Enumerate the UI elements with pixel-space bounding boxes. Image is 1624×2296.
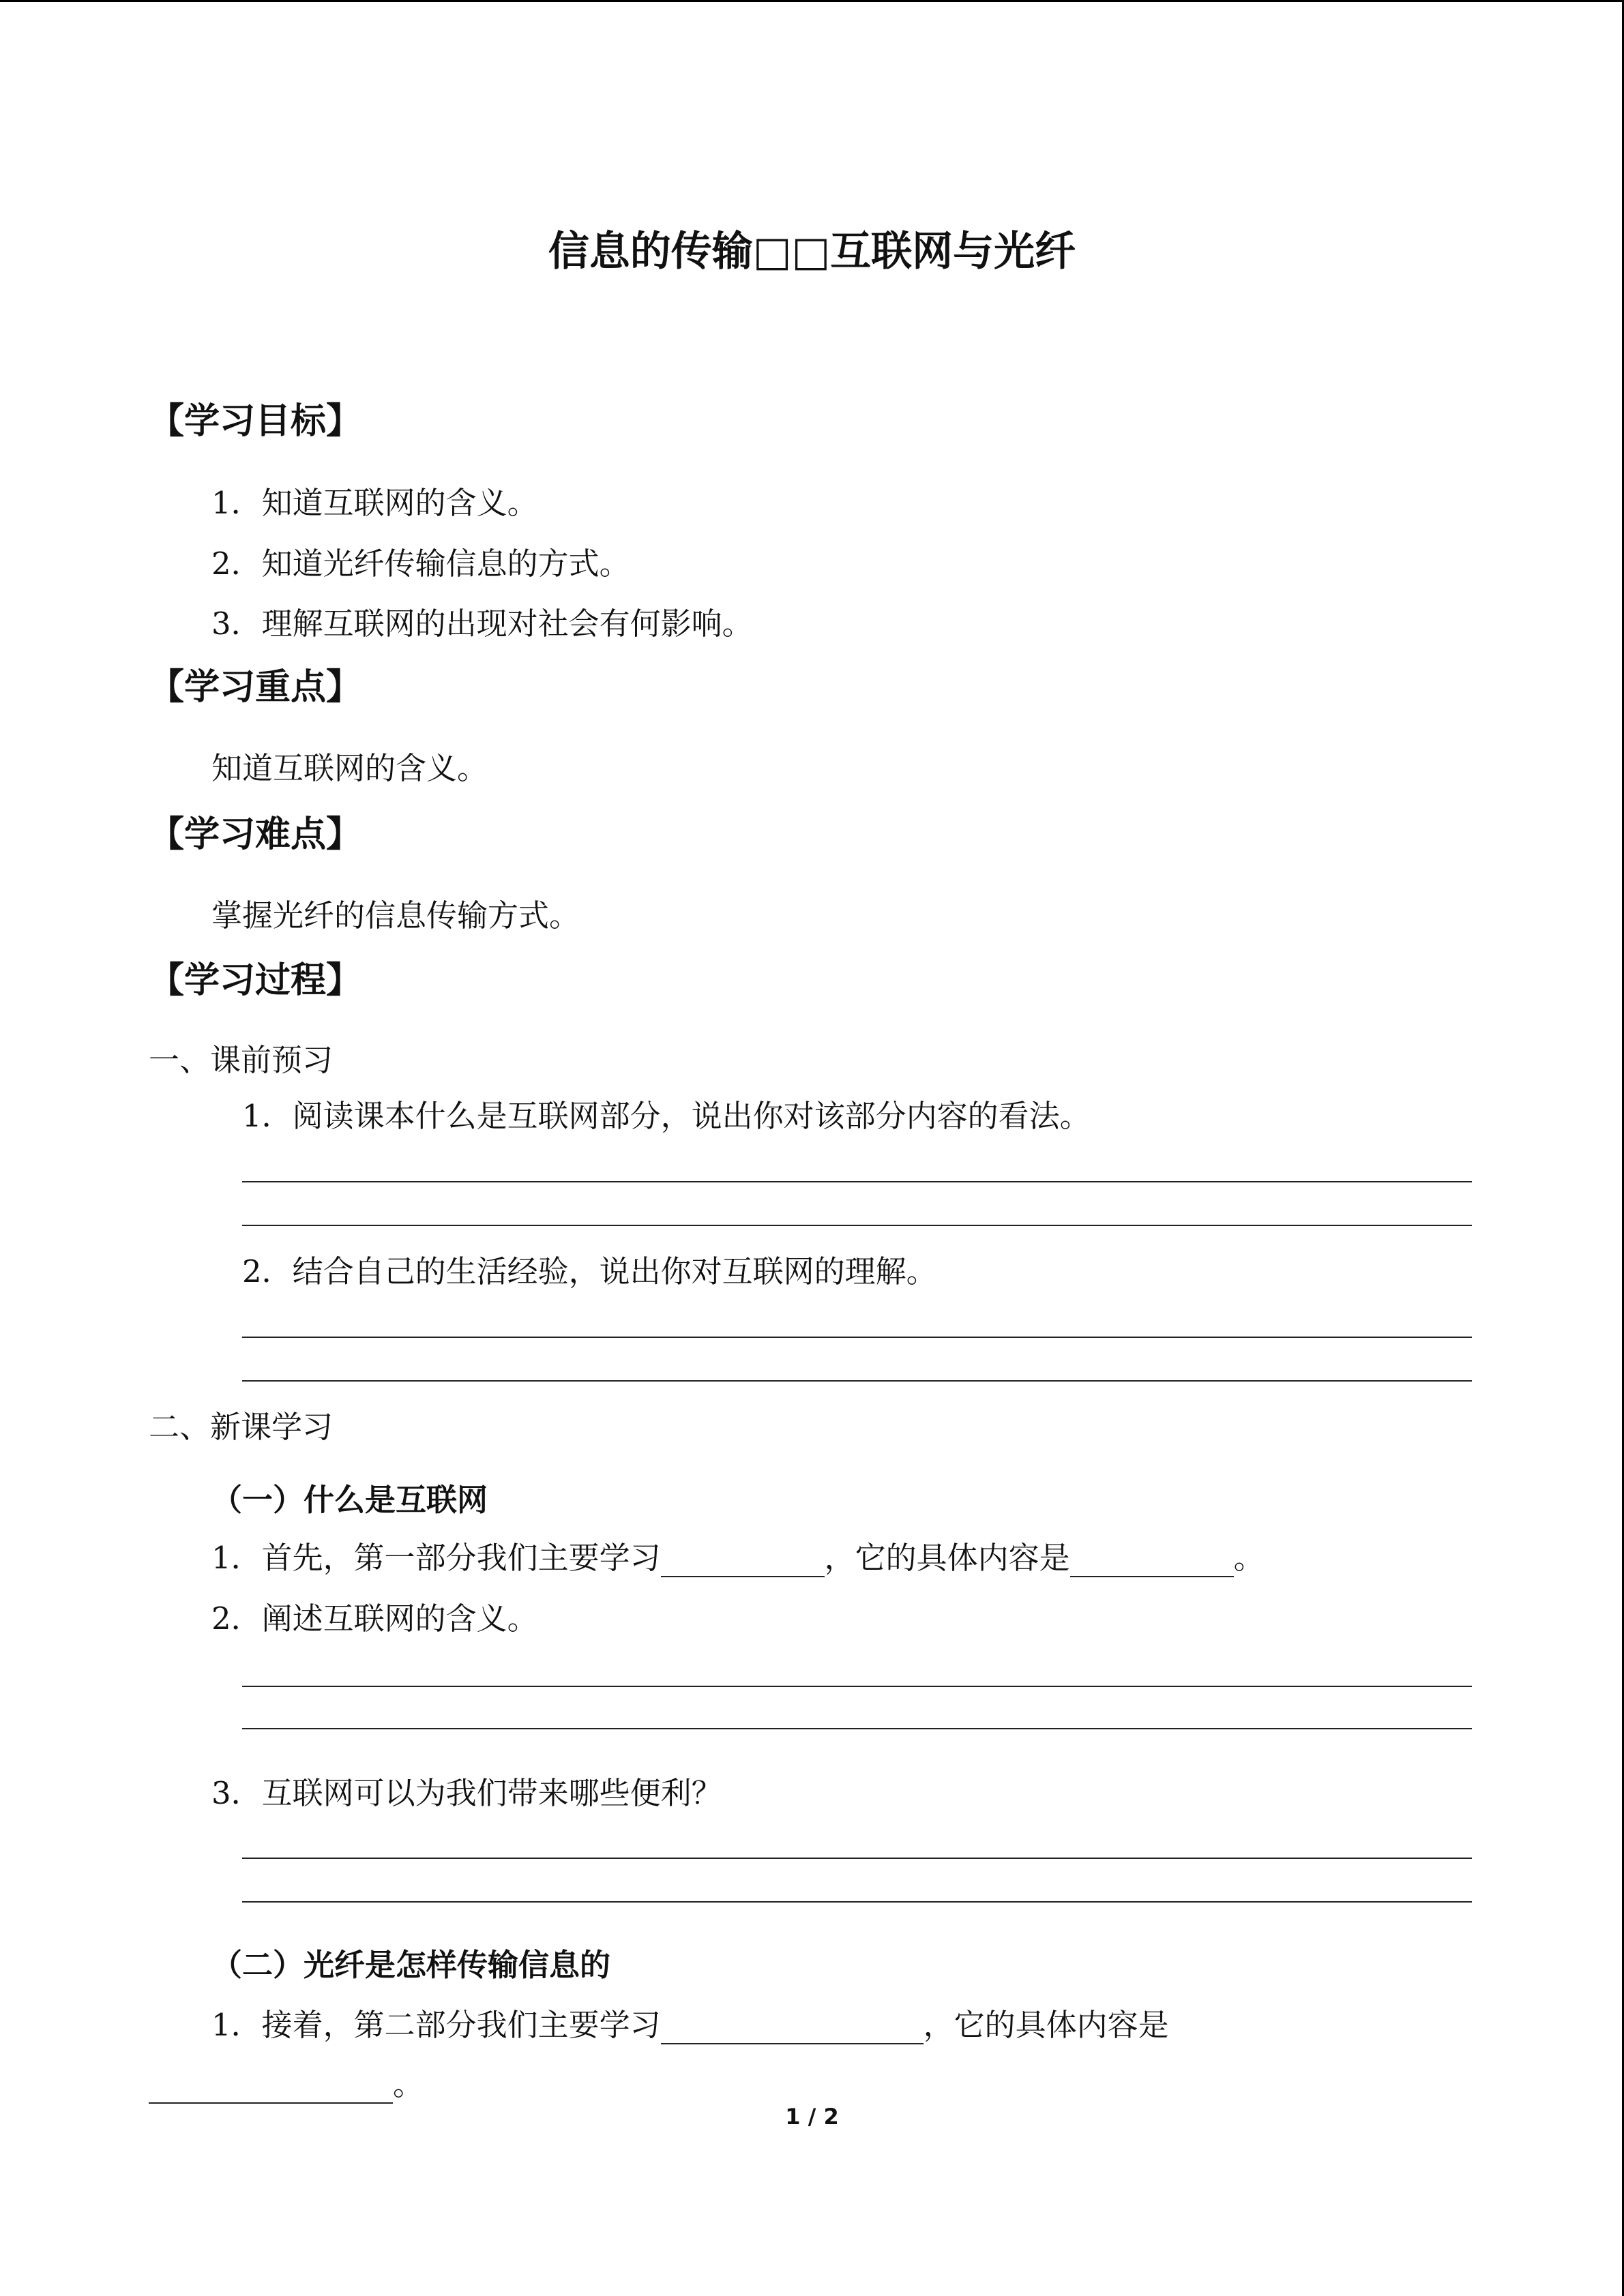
answer-line[interactable] (242, 1380, 1472, 1382)
question-text: 1．首先，第一部分我们主要学习 (211, 1540, 661, 1576)
answer-line[interactable] (242, 1858, 1472, 1859)
page-number: 1 / 2 (785, 2104, 839, 2130)
key-point-heading: 【学习重点】 (149, 667, 362, 708)
objective-item-3: 3．理解互联网的出现对社会有何影响。 (211, 606, 753, 642)
objectives-heading: 【学习目标】 (149, 401, 362, 442)
part1-question-3: 3．互联网可以为我们带来哪些便利？ (211, 1775, 722, 1811)
preview-question-1: 1．阅读课本什么是互联网部分，说出你对该部分内容的看法。 (242, 1098, 1091, 1134)
difficulty-text: 掌握光纤的信息传输方式。 (211, 897, 580, 934)
question-text: 。 (393, 2066, 424, 2102)
answer-line[interactable] (242, 1337, 1472, 1338)
fill-blank[interactable] (661, 2010, 924, 2044)
answer-line[interactable] (242, 1686, 1472, 1687)
process-heading: 【学习过程】 (149, 960, 362, 1001)
question-text: ，它的具体内容是 (923, 2007, 1169, 2043)
fill-blank[interactable] (661, 1543, 825, 1577)
answer-line[interactable] (242, 1901, 1472, 1903)
answer-line[interactable] (242, 1225, 1472, 1226)
question-text: ，它的具体内容是 (824, 1540, 1070, 1576)
question-text: 。 (1233, 1540, 1265, 1576)
answer-line[interactable] (242, 1181, 1472, 1182)
answer-line[interactable] (242, 1728, 1472, 1729)
part2-title: （二）光纤是怎样传输信息的 (211, 1947, 611, 1983)
part2-question-1-continued (149, 2059, 424, 2104)
part2-question-1 (211, 2000, 1169, 2044)
question-text: 1．接着，第二部分我们主要学习 (211, 2007, 661, 2043)
page-title: 信息的传输□□互联网与光纤 (548, 228, 1076, 275)
part1-question-1 (211, 1533, 1265, 1577)
difficulty-heading: 【学习难点】 (149, 814, 362, 855)
part1-title: （一）什么是互联网 (211, 1482, 488, 1518)
objective-item-2: 2．知道光纤传输信息的方式。 (211, 546, 630, 582)
key-point-text: 知道互联网的含义。 (211, 750, 488, 786)
objective-item-1: 1．知道互联网的含义。 (211, 485, 538, 521)
part1-question-2: 2．阐述互联网的含义。 (211, 1600, 538, 1637)
fill-blank[interactable] (1070, 1543, 1234, 1577)
preview-question-2: 2．结合自己的生活经验，说出你对互联网的理解。 (242, 1253, 937, 1289)
preview-label: 一、课前预习 (149, 1042, 334, 1078)
new-lesson-label: 二、新课学习 (149, 1409, 334, 1445)
fill-blank[interactable] (149, 2070, 393, 2104)
